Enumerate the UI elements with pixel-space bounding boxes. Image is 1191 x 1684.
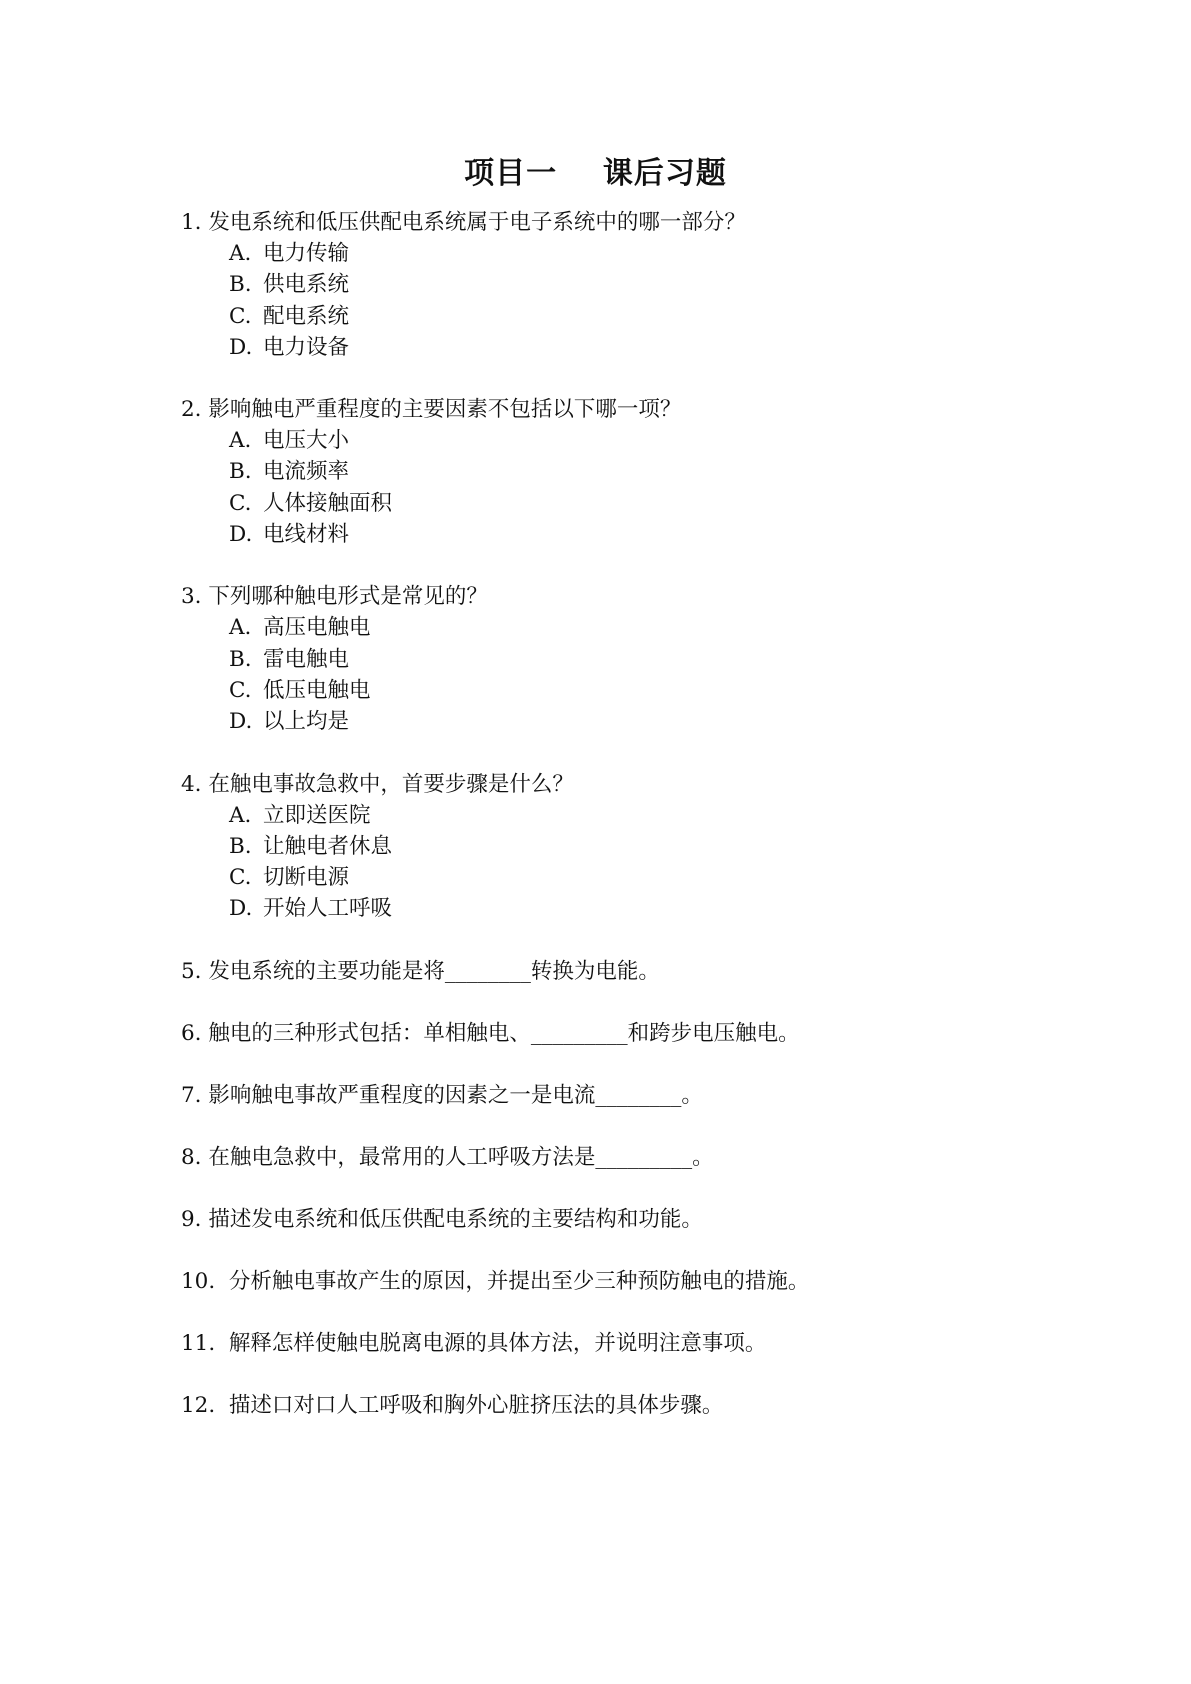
- option-text: 立即送医院: [263, 802, 371, 828]
- option-text: 电压大小: [263, 428, 350, 454]
- question-stem: [181, 581, 1081, 612]
- question-stem: [181, 207, 1081, 238]
- option-letter: D.: [229, 896, 253, 922]
- question-text: 影响触电严重程度的主要因素不包括以下哪一项？: [208, 397, 682, 423]
- option-b: [229, 644, 1081, 675]
- question-1: [181, 207, 1081, 363]
- option-letter: D.: [229, 709, 253, 735]
- option-c: [229, 301, 1081, 332]
- question-stem: [181, 1142, 1081, 1173]
- option-letter: D.: [229, 334, 253, 360]
- option-a: [229, 425, 1081, 456]
- question-number: 5.: [181, 958, 202, 984]
- option-a: [229, 800, 1081, 831]
- question-text: 触电的三种形式包括：单相触电、_________和跨步电压触电。: [208, 1020, 800, 1046]
- question-stem: [181, 1390, 1081, 1421]
- question-3: [181, 581, 1081, 737]
- question-stem: [181, 1204, 1081, 1235]
- question-number: 1.: [181, 210, 202, 235]
- option-text: 人体接触面积: [263, 490, 393, 516]
- option-text: 低压电触电: [263, 677, 371, 703]
- question-number: 8.: [181, 1144, 202, 1170]
- question-stem: [181, 1080, 1081, 1111]
- question-text: 在触电事故急救中，首要步骤是什么？: [208, 771, 574, 797]
- question-number: 12.: [181, 1392, 216, 1418]
- question-text: 发电系统的主要功能是将________转换为电能。: [208, 958, 660, 984]
- option-b: [229, 456, 1081, 487]
- question-7: [181, 1080, 1081, 1111]
- option-a: [229, 238, 1081, 269]
- question-stem: [181, 394, 1081, 425]
- option-list: [229, 425, 1081, 550]
- question-text: 解释怎样使触电脱离电源的具体方法，并说明注意事项。: [228, 1330, 767, 1356]
- option-a: [229, 612, 1081, 643]
- question-10: [181, 1266, 1081, 1297]
- question-stem: [181, 1328, 1081, 1359]
- page-title: 项目一 课后习题: [464, 156, 727, 191]
- question-stem: [181, 1018, 1081, 1049]
- option-b: [229, 831, 1081, 862]
- option-text: 电流频率: [263, 459, 350, 485]
- question-text: 影响触电事故严重程度的因素之一是电流________。: [208, 1082, 703, 1108]
- question-text: 发电系统和低压供配电系统属于电子系统中的哪一部分？: [208, 210, 746, 235]
- option-letter: B.: [229, 459, 252, 485]
- option-c: [229, 675, 1081, 706]
- question-list: [181, 207, 1081, 1452]
- option-text: 雷电触电: [263, 646, 350, 672]
- question-9: [181, 1204, 1081, 1235]
- option-text: 电力传输: [263, 241, 350, 266]
- option-list: [229, 800, 1081, 925]
- option-letter: D.: [229, 522, 253, 548]
- question-2: [181, 394, 1081, 550]
- option-letter: A.: [229, 802, 252, 828]
- option-text: 供电系统: [263, 272, 350, 298]
- question-5: [181, 956, 1081, 987]
- question-stem: [181, 1266, 1081, 1297]
- option-b: [229, 269, 1081, 300]
- option-letter: C.: [229, 677, 252, 703]
- option-text: 电力设备: [263, 334, 350, 360]
- option-text: 电线材料: [263, 522, 350, 548]
- question-11: [181, 1328, 1081, 1359]
- option-d: [229, 706, 1081, 737]
- option-letter: B.: [229, 272, 252, 298]
- option-list: [229, 612, 1081, 737]
- option-text: 让触电者休息: [263, 833, 393, 859]
- question-text: 描述发电系统和低压供配电系统的主要结构和功能。: [208, 1206, 703, 1232]
- option-letter: B.: [229, 646, 252, 672]
- option-text: 开始人工呼吸: [263, 896, 393, 922]
- question-number: 6.: [181, 1020, 202, 1046]
- option-text: 以上均是: [263, 709, 350, 735]
- option-text: 高压电触电: [263, 615, 371, 641]
- option-list: [229, 238, 1081, 363]
- option-c: [229, 488, 1081, 519]
- question-text: 下列哪种触电形式是常见的？: [208, 584, 488, 610]
- question-number: 9.: [181, 1206, 202, 1232]
- option-letter: C.: [229, 490, 252, 516]
- question-8: [181, 1142, 1081, 1173]
- option-letter: A.: [229, 241, 252, 266]
- option-letter: A.: [229, 615, 252, 641]
- option-text: 配电系统: [263, 303, 350, 329]
- option-letter: C.: [229, 865, 252, 891]
- question-stem: [181, 769, 1081, 800]
- question-stem: [181, 956, 1081, 987]
- option-d: [229, 332, 1081, 363]
- question-number: 3.: [181, 584, 202, 610]
- option-d: [229, 519, 1081, 550]
- question-number: 11.: [181, 1330, 216, 1356]
- question-number: 10.: [181, 1268, 216, 1294]
- question-6: [181, 1018, 1081, 1049]
- option-text: 切断电源: [263, 865, 350, 891]
- question-text: 描述口对口人工呼吸和胸外心脏挤压法的具体步骤。: [228, 1392, 724, 1418]
- option-c: [229, 862, 1081, 893]
- question-text: 在触电急救中，最常用的人工呼吸方法是_________。: [208, 1144, 714, 1170]
- question-number: 4.: [181, 771, 202, 797]
- option-letter: B.: [229, 833, 252, 859]
- question-text: 分析触电事故产生的原因，并提出至少三种预防触电的措施。: [228, 1268, 810, 1294]
- option-letter: C.: [229, 303, 252, 329]
- option-d: [229, 893, 1081, 924]
- question-number: 7.: [181, 1082, 202, 1108]
- question-number: 2.: [181, 397, 202, 423]
- option-letter: A.: [229, 428, 252, 454]
- question-12: [181, 1390, 1081, 1421]
- question-4: [181, 769, 1081, 925]
